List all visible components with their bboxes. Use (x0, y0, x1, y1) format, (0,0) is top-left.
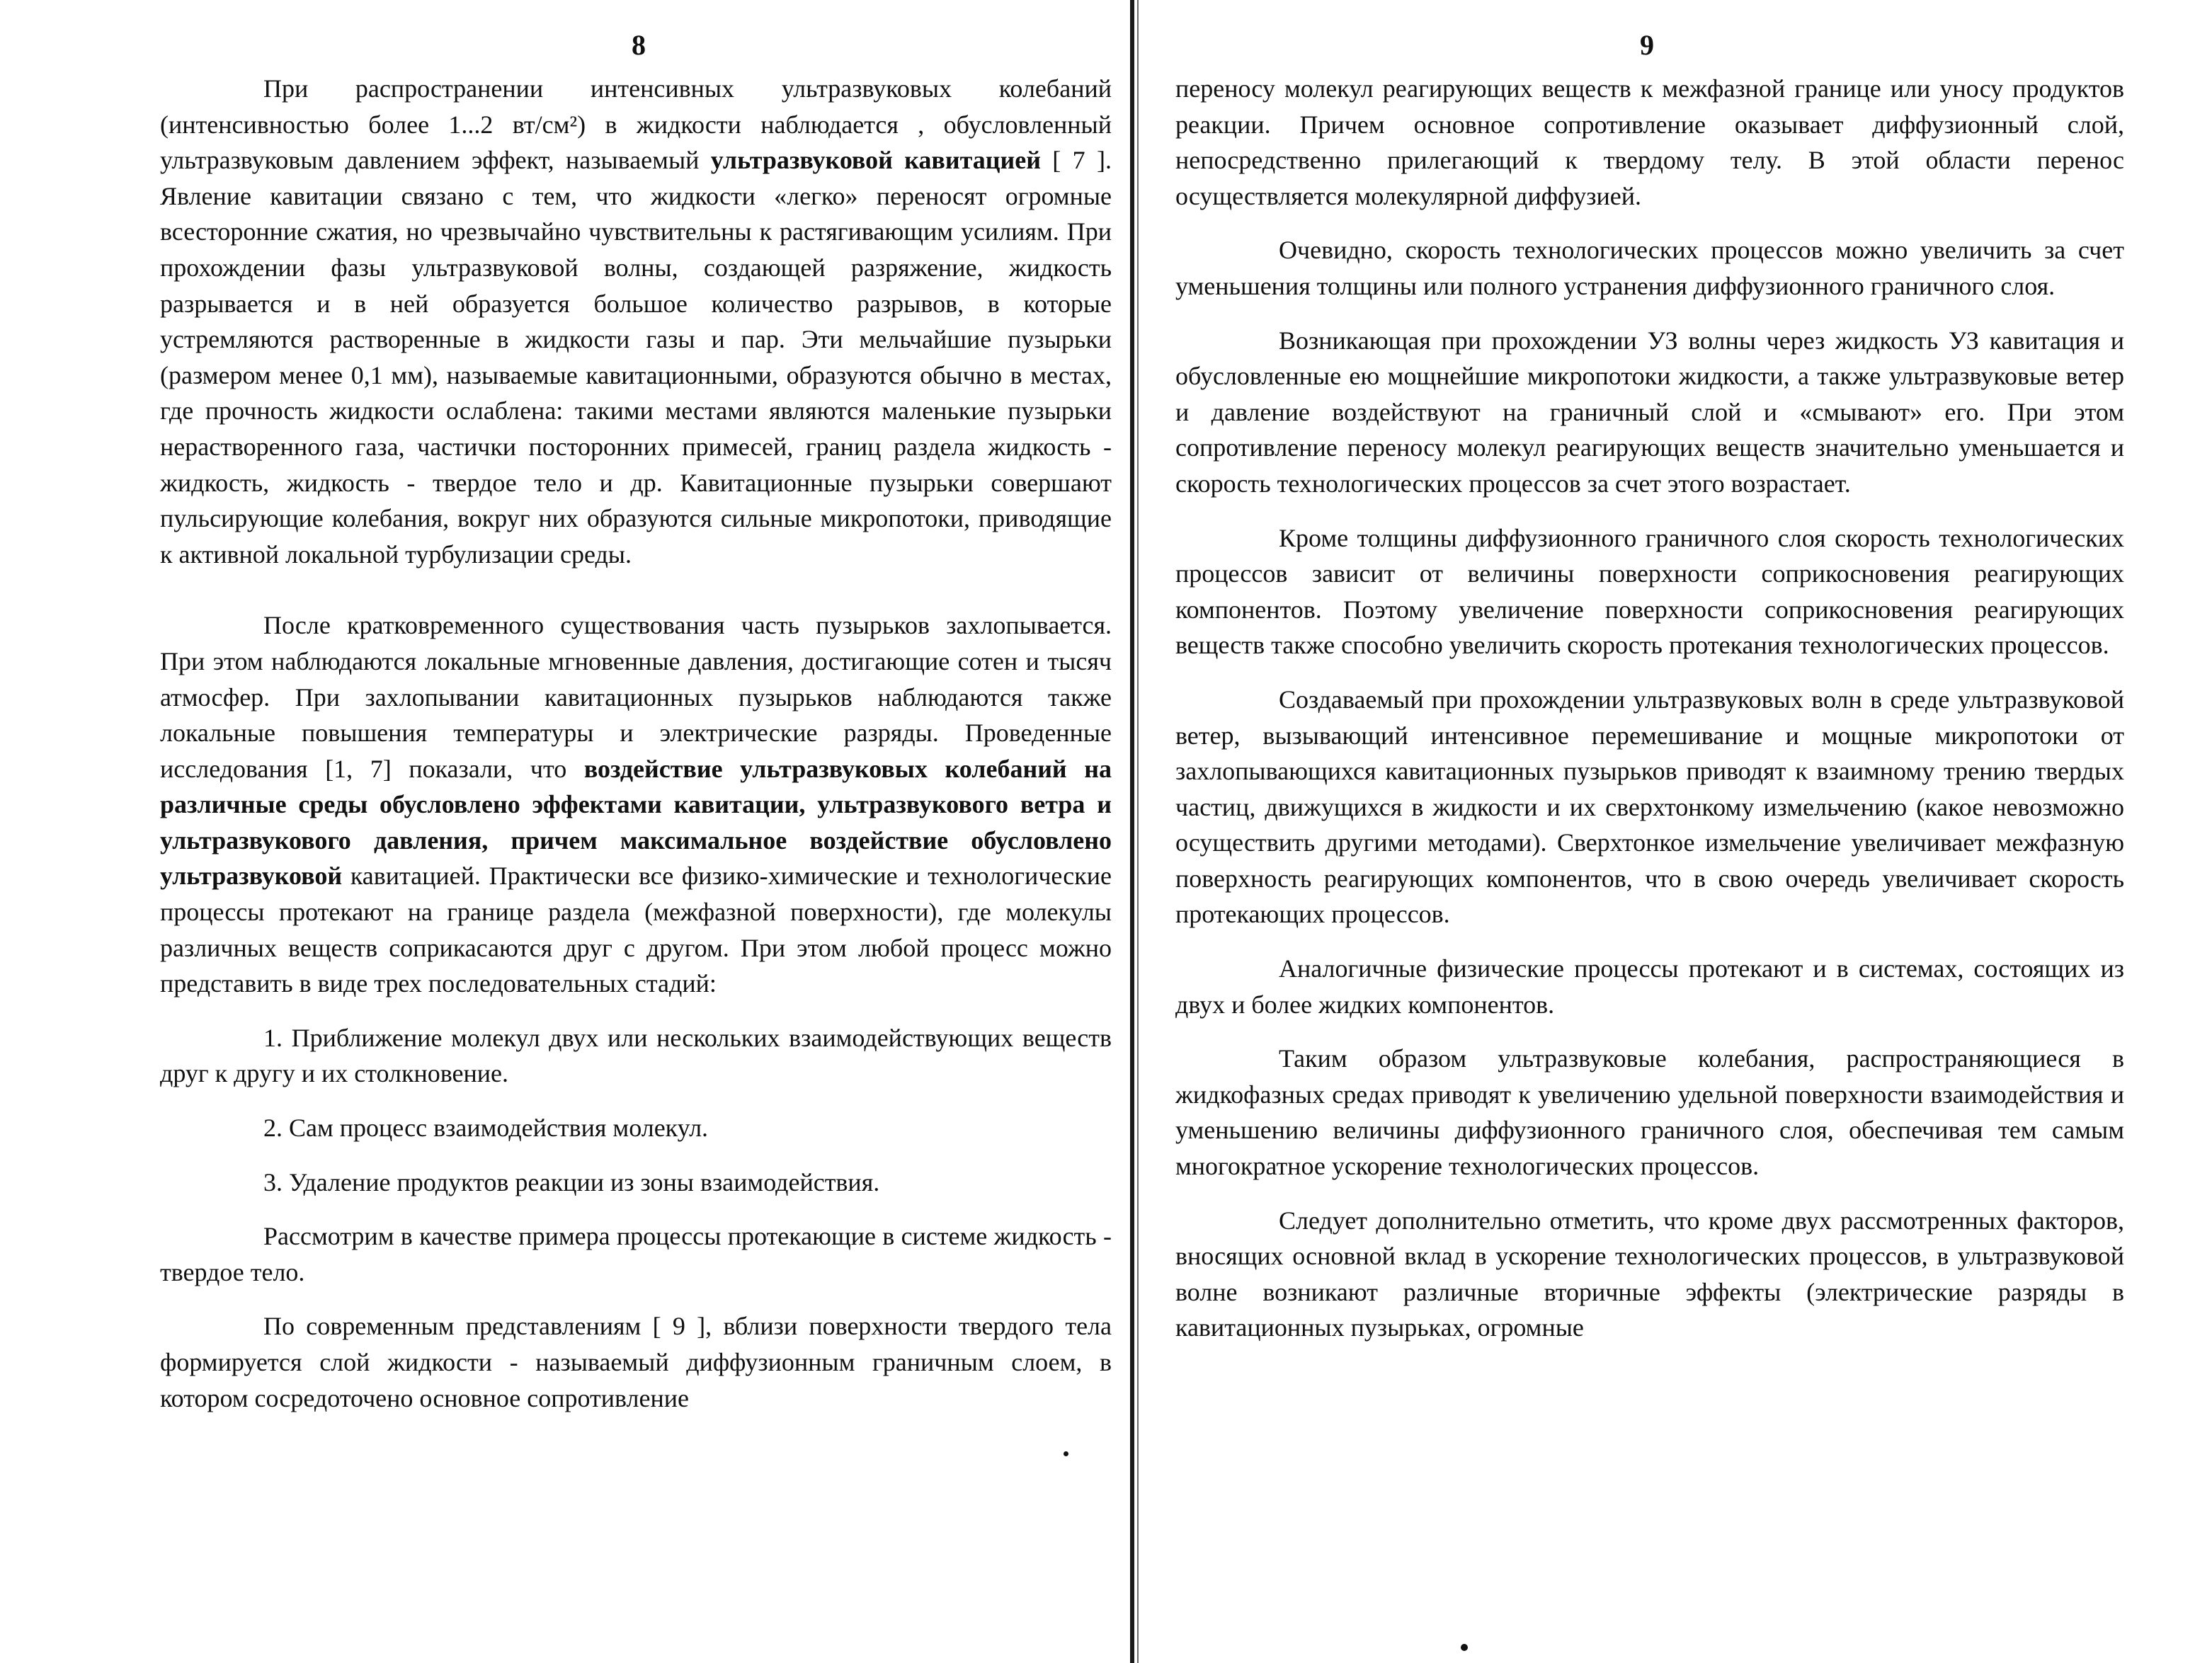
term-cavitation: ультразвуковой кавитацией (710, 146, 1041, 175)
paragraph: Возникающая при прохождении УЗ волны через жидкость УЗ кавитация и обусловленные ею мощнейшие микропотоки жидкости, а также ультразвуковые ветер и давление воздействуют на граничный слой и «смывают» его. При этом сопротивление переносу молекул реагирующих веществ значительно уменьшается и скорость технологических процессов за счет этого возрастает. (1175, 326, 2124, 498)
paragraph: По современным представлениям [ 9 ], вблизи поверхности твердого тела формируется слой жидкости - называемый диффузионным граничным слоем, в котором сосредоточено основное сопротивление (160, 1312, 1112, 1412)
list-item: 1. Приближение молекул двух или нескольких взаимодействующих веществ друг к другу и их столкновение. (160, 1023, 1112, 1088)
page-number-left: 8 (632, 29, 646, 61)
scan-speck (1064, 1451, 1068, 1456)
paragraph: После кратковременного существования часть пузырьков захлопывается. При этом наблюдаются локальные мгновенные давления, достигающие сотен и тысяч атмосфер. При захлопывании кавитационных пузырьков наблюдаются также локальные повышения температуры и электрические разряды. Проведенные исследования [1, 7] показали, что воздействие ультразвуковых колебаний на различные среды обусловлено эффектами кавитации, ультразвукового ветра и ультразвукового давления, причем максимальное воздействие обусловлено ультразвуковой кавитацией. Практически все физико-химические и технологические процессы протекают на границе раздела (межфазной поверхности), где молекулы различных веществ соприкасаются друг с другом. При этом любой процесс можно представить в виде трех последовательных стадий: (160, 611, 1112, 998)
scan-speck (1461, 1644, 1468, 1651)
right-page-text (1175, 71, 2124, 1346)
left-page-text (160, 71, 1112, 1416)
paragraph: переносу молекул реагирующих веществ к межфазной границе или уносу продуктов реакции. Причем основное сопротивление оказывает диффузионный слой, непосредственно прилегающий к твердому телу. В этой области перенос осуществляется молекулярной диффузией. (1175, 74, 2124, 210)
paragraph: Очевидно, скорость технологических процессов можно увеличить за счет уменьшения толщины или полного устранения диффузионного граничного слоя. (1175, 236, 2124, 300)
list-item: 3. Удаление продуктов реакции из зоны взаимодействия. (263, 1167, 880, 1196)
key-statement: воздействие ультразвуковых колебаний на различные среды обусловлено эффектами кавитации, ультразвукового ветра и ультразвукового давления, причем максимальное воздействие обусловлено ультразвуковой (160, 754, 1112, 891)
page-gutter-shadow (1137, 0, 1139, 1663)
page-number-right: 9 (1640, 29, 1654, 61)
paragraph: Следует дополнительно отметить, что кроме двух рассмотренных факторов, вносящих основной вклад в ускорение технологических процессов, в ультразвуковой волне возникают различные вторичные эффекты (электрические разряды в кавитационных пузырьках, огромные (1175, 1206, 2124, 1342)
paragraph: Создаваемый при прохождении ультразвуковых волн в среде ультразвуковой ветер, вызывающий интенсивное перемешивание и мощные микропотоки от захлопывающихся кавитационных пузырьков приводят к взаимному трению твердых частиц, движущихся в жидкости и их сверхтонкому измельчению (какое невозможно осуществить другими методами). Сверхтонкое измельчение увеличивает межфазную поверхность реагирующих компонентов, что в свою очередь увеличивает скорость протекающих процессов. (1175, 685, 2124, 929)
list-item: 2. Сам процесс взаимодействия молекул. (263, 1114, 709, 1143)
paragraph: При распространении интенсивных ультразвуковых колебаний (интенсивностью более 1...2 вт/см²) в жидкости наблюдается , обусловленный ультразвуковым давлением эффект, называемый ультразвуковой кавитацией [ 7 ]. Явление кавитации связано с тем, что жидкости «легко» переносят огромные всесторонние сжатия, но чрезвычайно чувствительны к растягивающим усилиям. При прохождении фазы ультразвуковой волны, создающей разряжение, жидкость разрывается и в ней образуется большое количество разрывов, в которые устремляются растворенные в жидкости газы и пар. Эти мельчайшие пузырьки (размером менее 0,1 мм), называемые кавитационными, образуются обычно в местах, где прочность жидкости ослаблена: такими местами являются маленькие пузырьки нерастворенного газа, частички посторонних примесей, границ раздела жидкость - жидкость, жидкость - твердое тело и др. Кавитационные пузырьки совершают пульсирующие колебания, вокруг них образуются сильные микропотоки, приводящие к активной локальной турбулизации среды. (160, 74, 1112, 568)
paragraph: Кроме толщины диффузионного граничного слоя скорость технологических процессов зависит от величины поверхности соприкосновения реагирующих компонентов. Поэтому увеличение поверхности соприкосновения реагирующих веществ также способно увеличить скорость протекания технологических процессов. (1175, 523, 2124, 660)
page-gutter (1130, 0, 1134, 1663)
paragraph: Рассмотрим в качестве примера процессы протекающие в системе жидкость - твердое тело. (160, 1222, 1112, 1286)
paragraph: Аналогичные физические процессы протекают и в системах, состоящих из двух и более жидких компонентов. (1175, 954, 2124, 1019)
paragraph: Таким образом ультразвуковые колебания, распространяющиеся в жидкофазных средах приводят к увеличению удельной поверхности взаимодействия и уменьшению величины диффузионного граничного слоя, обеспечивая тем самым многократное ускорение технологических процессов. (1175, 1044, 2124, 1181)
